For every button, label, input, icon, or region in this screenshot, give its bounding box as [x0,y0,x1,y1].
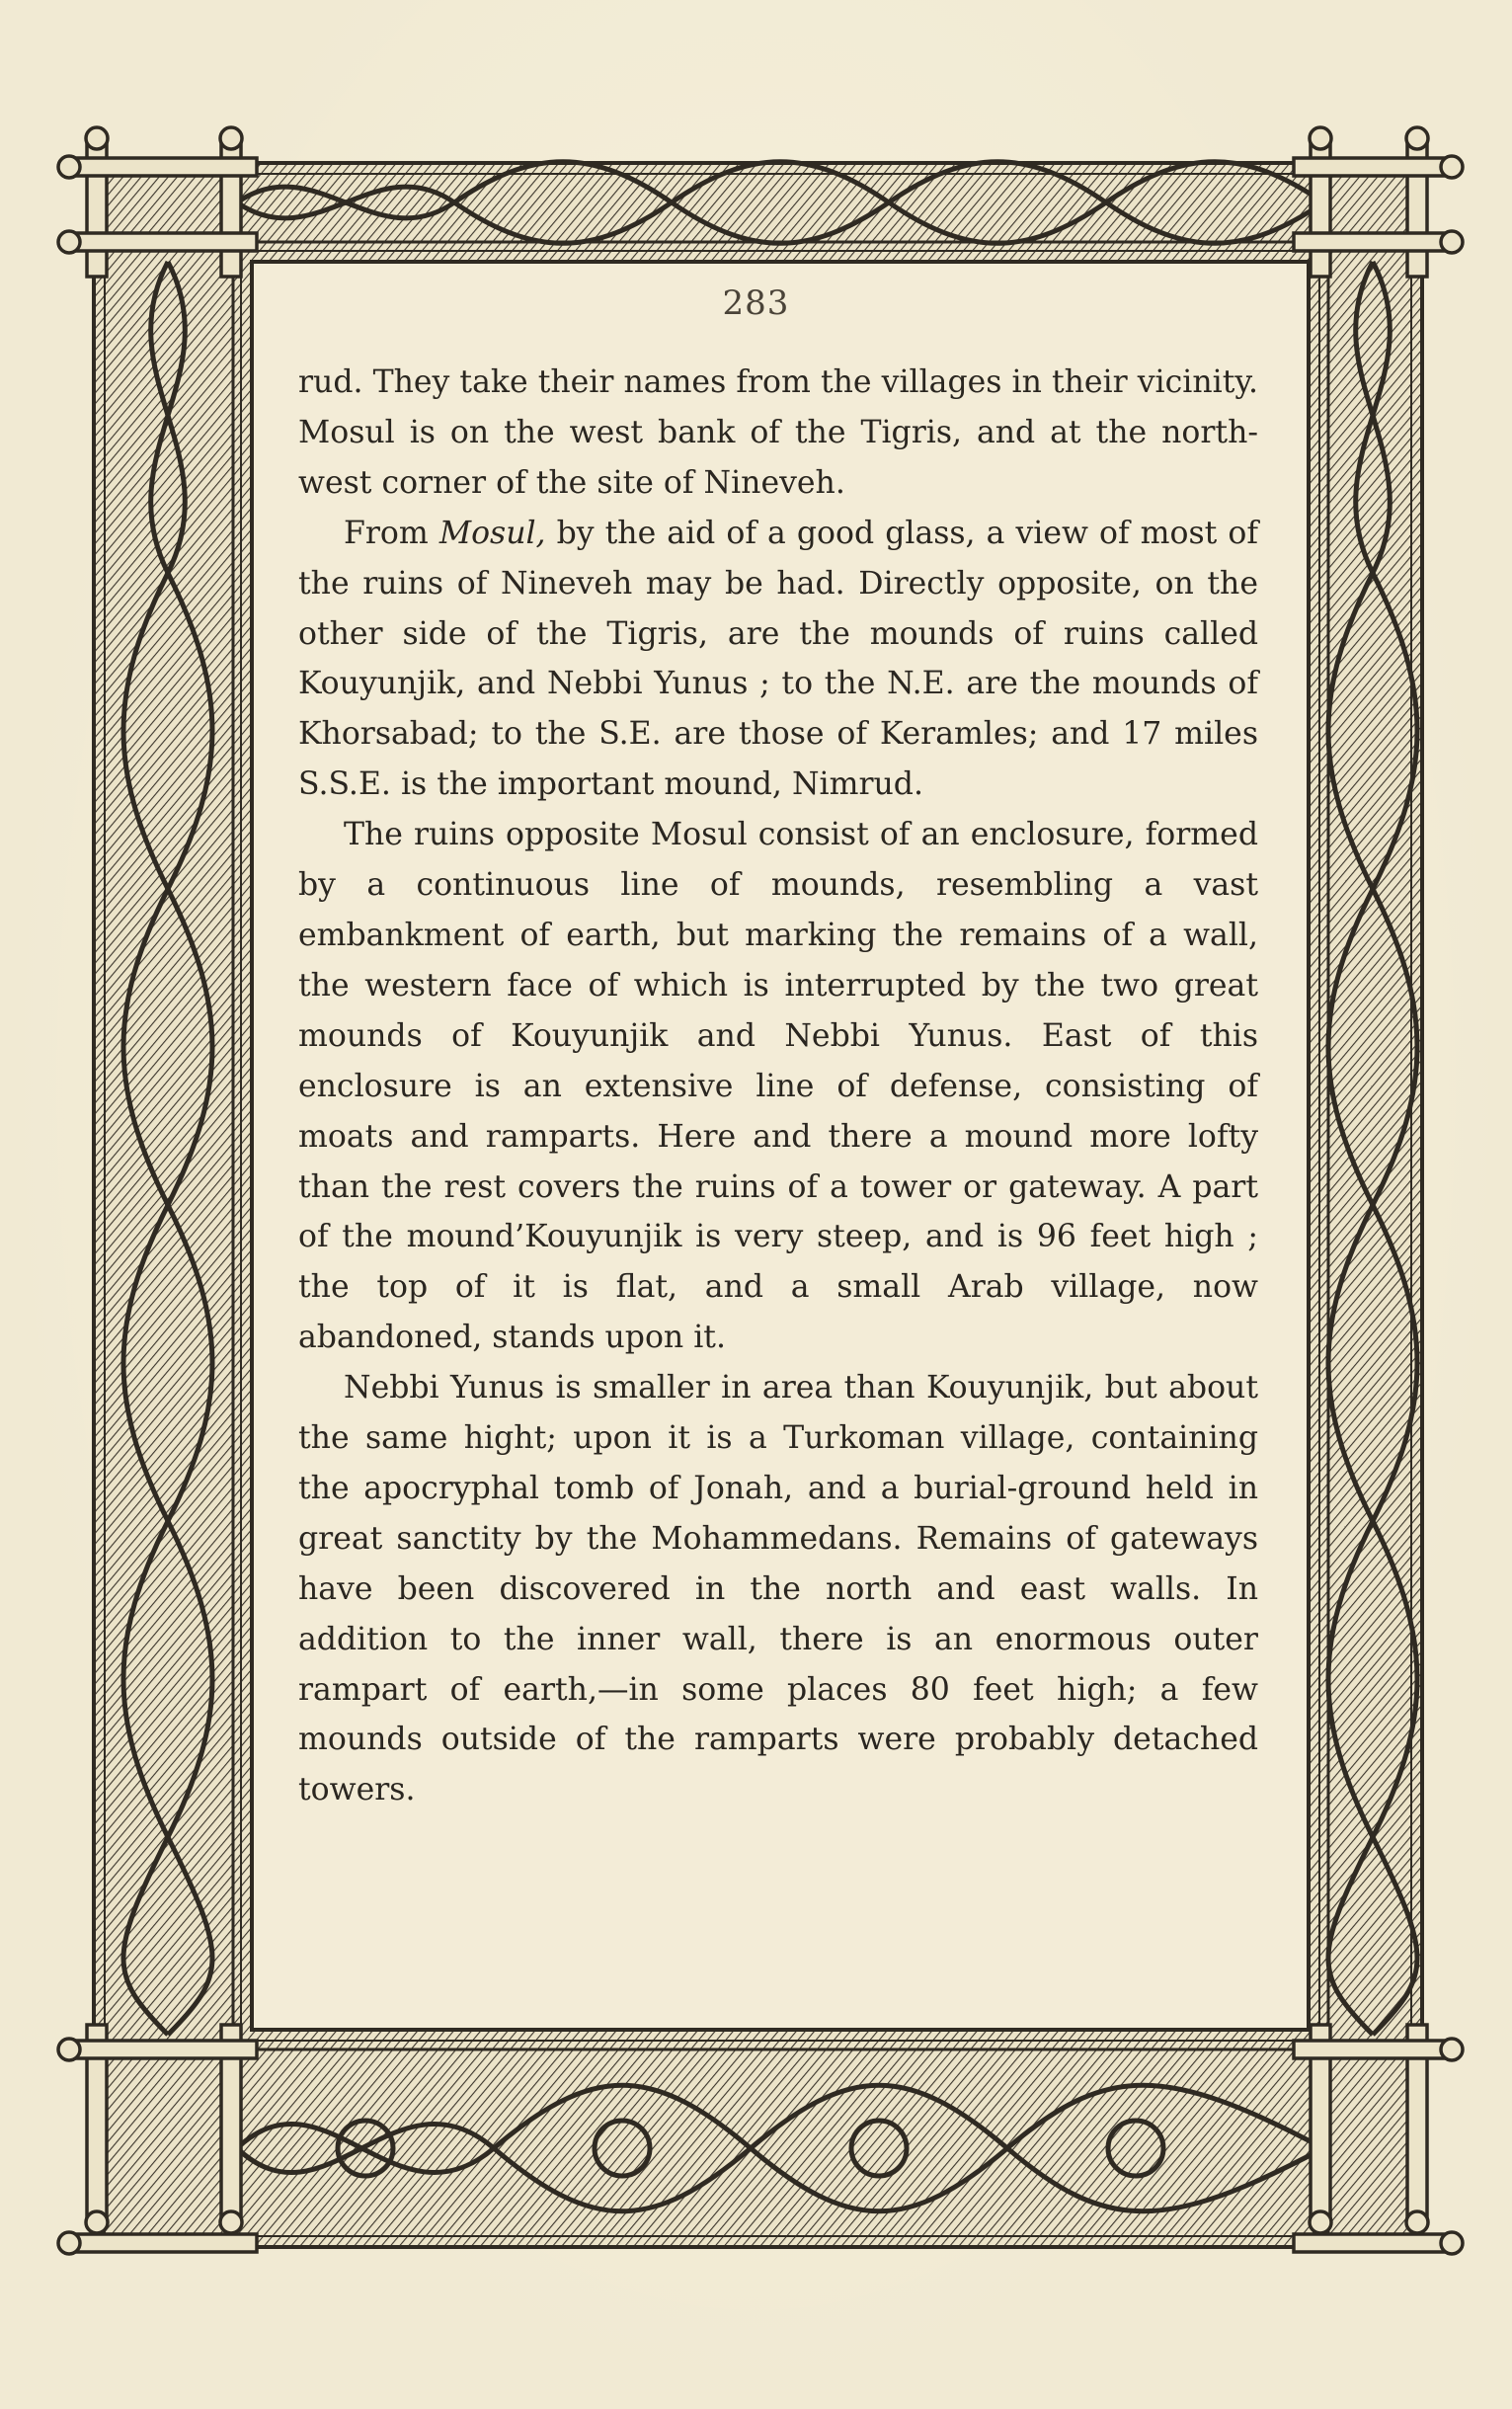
paragraph-3-text: The ruins opposite Mosul consist of an enclosure, formed by a continuous line of mounds, resembling a vast embankment of earth, but marking the remains of a wall, the western face of which is interrupted by the two great mounds of Kouyunjik and Nebbi Yunus. East of this enclosure is an extensive line of defense, consisting of moats and ramparts. Here and there a mound more lofty than the rest covers the ruins of a tower or gateway. A part of the mound’Kouyunjik is very steep, and is 96 feet high ; the top of it is flat, and a small Arab village, now abandoned, stands upon it. [298,817,1258,1356]
body-text [298,358,1258,1815]
paragraph-4-text: Nebbi Yunus is smaller in area than Kouyunjik, but about the same hight; upon it is a Turkoman village, containing the apocryphal tomb of Jonah, and a burial-ground held in great sanctity by the Mohammedans. Remains of gateways have been discovered in the north and east walls. In addition to the inner wall, there is an enormous outer rampart of earth,—in some places 80 feet high; a few mounds outside of the ramparts were probably detached towers. [298,1370,1258,1808]
paragraph-2-text: by the aid of a good glass, a view of most of the ruins of Nineveh may be had. Directly opposite, on the other side of the Tigris, are the mounds of ruins called Kouyunjik, and Nebbi Yunus ; to the N.E. are the mounds of Khorsabad; to the S.E. are those of Keramles; and 17 miles S.S.E. is the important mound, Nimrud. [298,515,1259,803]
paragraph-3 [298,810,1258,1363]
paragraph-2 [298,509,1258,810]
paragraph-1 [298,358,1258,509]
paragraph-2-lead: From [344,515,439,551]
paragraph-2-italic-place: Mosul, [438,515,546,551]
paragraph-1-text: rud. They take their names from the villages in their vicinity. Mosul is on the west bank of the Tigris, and at the north-west corner of the site of Nineveh. [298,364,1258,501]
paragraph-4 [298,1363,1258,1815]
page-number: 283 [722,283,790,323]
